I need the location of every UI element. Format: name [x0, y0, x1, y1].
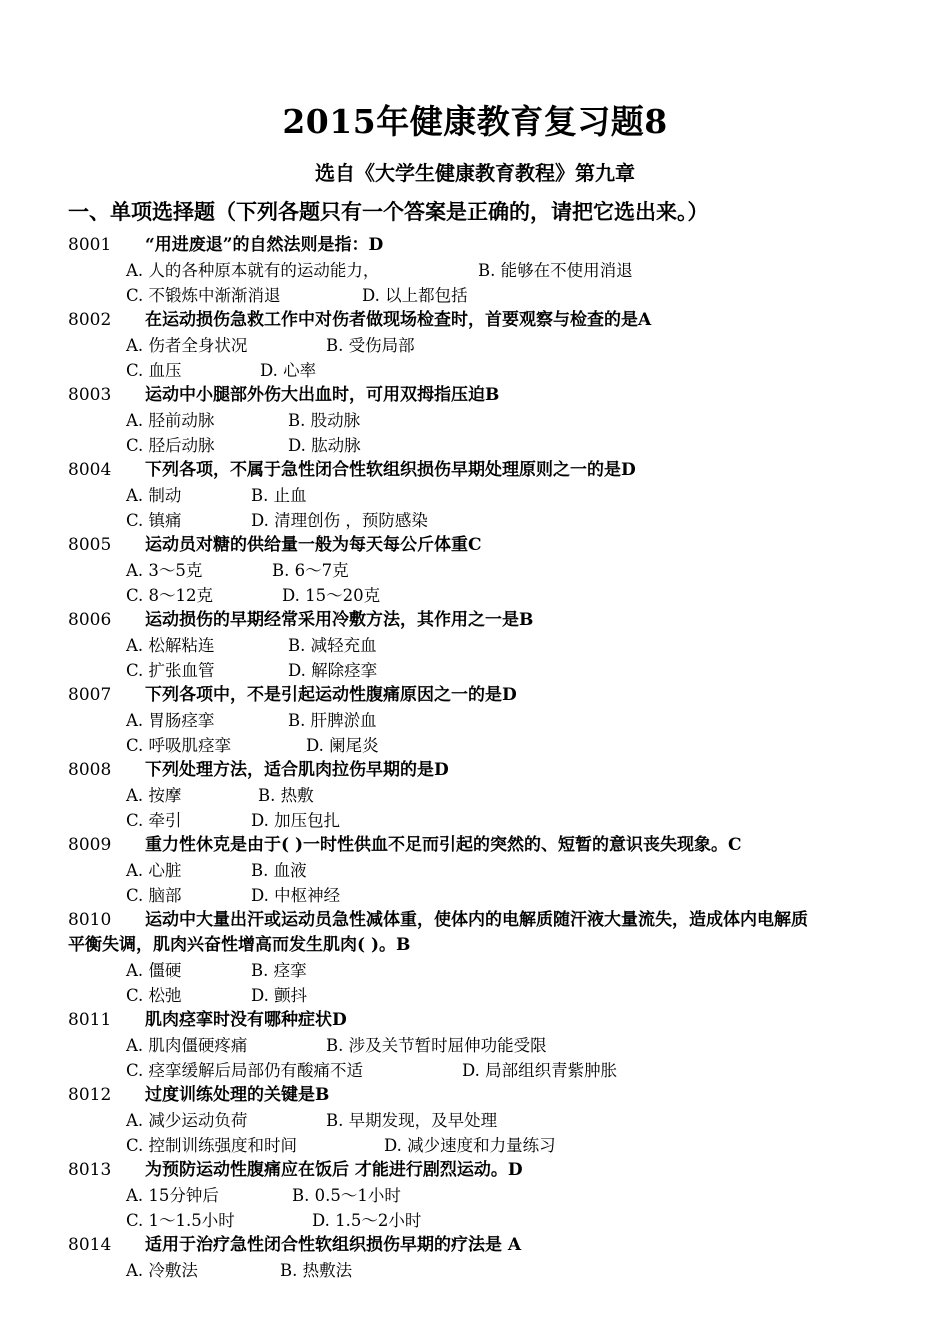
answer-option: D. 解除痉挛 [288, 661, 378, 680]
question-number: 8013 [68, 1160, 112, 1180]
question-text: 肌肉痉挛时没有哪种症状D [145, 1010, 347, 1030]
answer-option: C. 胫后动脉 [126, 436, 215, 455]
answer-option: B. 能够在不使用消退 [478, 261, 633, 280]
answer-option: D. 局部组织青紫肿胀 [462, 1061, 618, 1080]
option-row [0, 1133, 950, 1158]
answer-option: B. 6～7克 [272, 561, 349, 580]
option-row [0, 808, 950, 833]
answer-option: D. 肱动脉 [288, 436, 361, 455]
answer-option: C. 痉挛缓解后局部仍有酸痛不适 [126, 1061, 364, 1080]
answer-option: C. 1～1.5小时 [126, 1211, 235, 1230]
question-line [0, 458, 950, 483]
question-item [0, 608, 950, 683]
question-line [0, 1233, 950, 1258]
option-row [0, 958, 950, 983]
question-text-continuation: 平衡失调，肌肉兴奋性增高而发生肌肉( )。B [68, 935, 411, 955]
question-text: 下列各项，不属于急性闭合性软组织损伤早期处理原则之一的是D [145, 460, 636, 480]
question-number: 8005 [68, 535, 112, 555]
option-row [0, 783, 950, 808]
question-number: 8004 [68, 460, 112, 480]
answer-option: A. 肌肉僵硬疼痛 [126, 1036, 248, 1055]
answer-option: C. 松弛 [126, 986, 182, 1005]
question-line [0, 1158, 950, 1183]
answer-option: B. 涉及关节暂时屈伸功能受限 [326, 1036, 547, 1055]
option-row [0, 1108, 950, 1133]
option-row [0, 708, 950, 733]
answer-option: C. 呼吸肌痉挛 [126, 736, 232, 755]
option-row [0, 1258, 950, 1283]
answer-option: B. 0.5～1小时 [292, 1186, 401, 1205]
answer-option: B. 早期发现，及早处理 [326, 1111, 498, 1130]
option-row [0, 1058, 950, 1083]
option-row [0, 733, 950, 758]
option-row [0, 583, 950, 608]
question-line [0, 383, 950, 408]
question-line [0, 758, 950, 783]
answer-option: B. 股动脉 [288, 411, 361, 430]
question-item [0, 458, 950, 533]
question-number: 8002 [68, 310, 112, 330]
answer-option: D. 清理创伤 ，预防感染 [251, 511, 428, 530]
question-item [0, 308, 950, 383]
question-line [0, 308, 950, 333]
answer-option: C. 8～12克 [126, 586, 214, 605]
question-item [0, 383, 950, 458]
answer-option: D. 1.5～2小时 [312, 1211, 422, 1230]
option-row [0, 658, 950, 683]
answer-option: B. 受伤局部 [326, 336, 415, 355]
question-item [0, 1233, 950, 1283]
answer-option: A. 僵硬 [126, 961, 182, 980]
answer-option: A. 冷敷法 [126, 1261, 198, 1280]
answer-option: A. 15分钟后 [126, 1186, 219, 1205]
question-text: 重力性休克是由于( )一时性供血不足而引起的突然的、短暂的意识丧失现象。C [145, 835, 742, 855]
answer-option: D. 减少速度和力量练习 [384, 1136, 556, 1155]
answer-option: A. 按摩 [126, 786, 182, 805]
option-row [0, 258, 950, 283]
option-row [0, 983, 950, 1008]
answer-option: D. 阑尾炎 [306, 736, 379, 755]
question-text: 在运动损伤急救工作中对伤者做现场检查时，首要观察与检查的是A [145, 310, 652, 330]
question-line [0, 533, 950, 558]
section-heading: 一、单项选择题（下列各题只有一个答案是正确的，请把它选出来。） [68, 199, 709, 224]
question-line [0, 908, 950, 933]
answer-option: A. 心脏 [126, 861, 182, 880]
question-item [0, 833, 950, 908]
question-list [0, 233, 950, 1283]
answer-option: C. 血压 [126, 361, 182, 380]
answer-option: B. 热敷 [258, 786, 314, 805]
question-line [0, 1008, 950, 1033]
question-line [0, 833, 950, 858]
question-item [0, 908, 950, 1008]
answer-option: D. 加压包扎 [251, 811, 341, 830]
document-subtitle: 选自《大学生健康教育教程》第九章 [315, 161, 635, 185]
question-line [0, 683, 950, 708]
option-row [0, 283, 950, 308]
answer-option: C. 镇痛 [126, 511, 182, 530]
option-row [0, 1183, 950, 1208]
answer-option: C. 扩张血管 [126, 661, 215, 680]
question-number: 8011 [68, 1010, 112, 1030]
answer-option: A. 松解粘连 [126, 636, 215, 655]
option-row [0, 883, 950, 908]
option-row [0, 1033, 950, 1058]
question-text: 运动员对糖的供给量一般为每天每公斤体重C [145, 535, 482, 555]
question-text: 适用于治疗急性闭合性软组织损伤早期的疗法是 A [145, 1235, 522, 1255]
question-number: 8008 [68, 760, 112, 780]
option-row [0, 1208, 950, 1233]
question-text: 运动中小腿部外伤大出血时，可用双拇指压迫B [145, 385, 500, 405]
question-item [0, 533, 950, 608]
answer-option: A. 人的各种原本就有的运动能力， [126, 261, 380, 280]
option-row [0, 633, 950, 658]
answer-option: D. 中枢神经 [251, 886, 341, 905]
answer-option: A. 减少运动负荷 [126, 1111, 248, 1130]
question-number: 8014 [68, 1235, 112, 1255]
question-line [0, 608, 950, 633]
answer-option: A. 胫前动脉 [126, 411, 215, 430]
answer-option: B. 减轻充血 [288, 636, 377, 655]
answer-option: B. 痉挛 [251, 961, 307, 980]
question-number: 8010 [68, 910, 112, 930]
answer-option: B. 止血 [251, 486, 307, 505]
answer-option: A. 胃肠痉挛 [126, 711, 215, 730]
option-row [0, 558, 950, 583]
question-text: “用进废退”的自然法则是指：D [145, 235, 384, 255]
question-text: 运动中大量出汗或运动员急性减体重，使体内的电解质随汗液大量流失，造成体内电解质 [145, 910, 808, 930]
answer-option: C. 牵引 [126, 811, 182, 830]
question-number: 8012 [68, 1085, 112, 1105]
question-number: 8003 [68, 385, 112, 405]
question-text: 下列处理方法，适合肌肉拉伤早期的是D [145, 760, 449, 780]
answer-option: D. 以上都包括 [362, 286, 468, 305]
question-number: 8009 [68, 835, 112, 855]
answer-option: C. 控制训练强度和时间 [126, 1136, 298, 1155]
option-row [0, 858, 950, 883]
question-item [0, 1083, 950, 1158]
question-item [0, 233, 950, 308]
question-item [0, 683, 950, 758]
answer-option: C. 脑部 [126, 886, 182, 905]
answer-option: A. 3～5克 [126, 561, 203, 580]
answer-option: A. 制动 [126, 486, 182, 505]
option-row [0, 508, 950, 533]
question-text: 为预防运动性腹痛应在饭后 才能进行剧烈运动。D [145, 1160, 523, 1180]
option-row [0, 483, 950, 508]
question-item [0, 758, 950, 833]
option-row [0, 433, 950, 458]
question-number: 8006 [68, 610, 112, 630]
answer-option: B. 血液 [251, 861, 307, 880]
option-row [0, 333, 950, 358]
answer-option: A. 伤者全身状况 [126, 336, 248, 355]
answer-option: C. 不锻炼中渐渐消退 [126, 286, 281, 305]
question-item [0, 1008, 950, 1083]
question-line [0, 1083, 950, 1108]
document-title: 2015年健康教育复习题8 [282, 102, 668, 141]
question-text: 下列各项中，不是引起运动性腹痛原因之一的是D [145, 685, 517, 705]
answer-option: D. 颤抖 [251, 986, 308, 1005]
question-number: 8001 [68, 235, 112, 255]
answer-option: D. 15～20克 [282, 586, 381, 605]
question-line [0, 233, 950, 258]
question-text: 过度训练处理的关键是B [145, 1085, 330, 1105]
question-item [0, 1158, 950, 1233]
option-row [0, 408, 950, 433]
option-row [0, 358, 950, 383]
answer-option: D. 心率 [260, 361, 317, 380]
answer-option: B. 肝脾淤血 [288, 711, 377, 730]
question-number: 8007 [68, 685, 112, 705]
question-text: 运动损伤的早期经常采用冷敷方法，其作用之一是B [145, 610, 534, 630]
answer-option: B. 热敷法 [280, 1261, 353, 1280]
